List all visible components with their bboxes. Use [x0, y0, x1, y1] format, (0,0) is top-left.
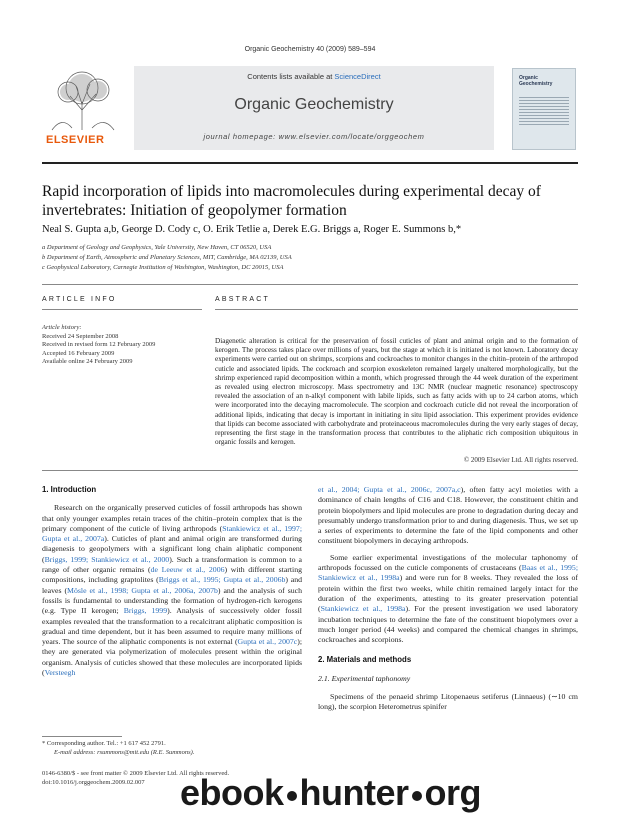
- section-methods-heading: 2. Materials and methods: [318, 655, 412, 665]
- history-received: Received 24 September 2008: [42, 332, 119, 340]
- issn-line: 0146-6380/$ - see front matter © 2009 Elsevier Ltd. All rights reserved.: [42, 770, 230, 777]
- section-introduction-heading: 1. Introduction: [42, 485, 97, 494]
- article-info-rule: [42, 309, 202, 310]
- ref-link[interactable]: Baas et al., 1995; Stankiewicz et al., 1998a: [318, 563, 578, 583]
- contents-line: [134, 72, 494, 81]
- header-rule: [42, 162, 578, 164]
- doi-line[interactable]: doi:10.1016/j.orggeochem.2009.02.007: [42, 779, 145, 786]
- ref-link[interactable]: Briggs, 1999; Stankiewicz et al., 2000: [44, 554, 170, 564]
- ref-link[interactable]: Gupta et al., 2007c: [237, 637, 298, 647]
- left-column: [42, 485, 302, 678]
- ref-link[interactable]: Stankiewicz et al., 1998a: [320, 604, 406, 614]
- contents-prefix: Contents lists available at: [247, 72, 333, 81]
- article-title: Rapid incorporation of lipids into macromolecules during experimental decay of invertebrates: Initiation of geopolymer formation: [42, 183, 541, 219]
- history-accepted: Accepted 16 February 2009: [42, 349, 115, 357]
- ref-link[interactable]: Mösle et al., 1998; Gupta et al., 2006a, 2007b: [67, 585, 218, 595]
- abstract-bottom-rule: [42, 470, 578, 471]
- ref-link[interactable]: et al., 2004; Gupta et al., 2006c, 2007a,c: [318, 485, 461, 494]
- abstract-rule: [215, 309, 578, 310]
- corresponding-author: * Corresponding author. Tel.: +1 617 452 2791.: [42, 740, 166, 747]
- article-authors: Neal S. Gupta a,b, George D. Cody c, O. Erik Tetlie a, Derek E.G. Briggs a, Roger E. Summons b,*: [42, 224, 462, 235]
- elsevier-logo: [42, 66, 122, 148]
- intro-paragraph-2: Some earlier experimental investigations of the molecular taphonomy of arthropods focussed on the cuticle components of crustaceans (Baas et al., 1995; Stankiewicz et al., 1998a) and were run for 8 weeks. They revealed the loss of protein within the first two weeks, while chitin remained largely intact for the duration of the experiments, attesting to its greater preservation potential (Stankiewicz et al., 1998a). For the present investigation we used laboratory incubation techniques to determine the fate of the constituent biopolymers over a much longer period (44 weeks) and compared the chemical changes in shrimps, cockroaches and scorpions.: [318, 552, 578, 645]
- affiliation-rule: [42, 284, 578, 285]
- ref-link[interactable]: de Leeuw et al., 2006: [150, 565, 225, 575]
- journal-header: [42, 66, 578, 156]
- affiliation-c: c Geophysical Laboratory, Carnegie Institution of Washington, Washington, DC 20015, USA: [42, 264, 284, 271]
- ref-link[interactable]: Briggs et al., 1995; Gupta et al., 2006b: [158, 575, 286, 585]
- methods-paragraph: Specimens of the penaeid shrimp Litopenaeus setiferus (Linnaeus) (∼10 cm long), the scorpion Heterometrus spinifer: [318, 692, 578, 712]
- right-column: [318, 485, 578, 713]
- email-address: E-mail address: rsummons@mit.edu (R.E. Summons).: [54, 749, 195, 756]
- history-revised: Received in revised form 12 February 2009: [42, 341, 156, 348]
- abstract-copyright: © 2009 Elsevier Ltd. All rights reserved.: [463, 456, 578, 464]
- cover-title: Organic Geochemistry: [519, 75, 553, 87]
- abstract-text: Diagenetic alteration is critical for the preservation of fossil cuticles of plant and animal origin and to the formation of kerogen. The process takes place over millions of years, but the stage at which it is initiated is not known. Laboratory decay experiments were carried out on shrimps, scorpions and cockroaches to monitor changes in the chitin–protein of the arthropod cuticle and associated lipids. The cockroach and scorpion exoskeleton remained largely unaltered morphologically, but the shrimp experienced rapid decomposition within a month, which progressed through the 44 week duration of the experiment as revealed using electron microscopy. Mass spectrometry and 13C NMR (nuclear magnetic resonance) spectroscopy revealed the association of an n-alkyl component with labile lipids, such as fatty acids with up to 24 carbon atoms, which were incorporated into the decaying macromolecule. The scorpion and cockroach cuticle did not reveal the incorporation of additional lipids, indicating that decay is important in initiating in situ lipid association. This experiment provides evidence that lipids can become associated with carbohydrate and proteinaceous macromolecules during the very early stages of decay, representing the first stage in the transformation process that contributes to the aliphatic rich composition ubiquitous in organic fossils and kerogen.: [215, 337, 578, 447]
- publisher-name: ELSEVIER: [46, 134, 105, 146]
- ref-link[interactable]: Briggs, 1999: [123, 606, 168, 616]
- journal-homepage-link[interactable]: journal homepage: www.elsevier.com/locate/orggeochem: [203, 132, 425, 141]
- masthead: [134, 66, 494, 150]
- intro-paragraph: Research on the organically preserved cuticles of fossil arthropods has shown that only younger examples retain traces of the chitin–protein complex that is the primary component of the cuticle of living arthropods (Stankiewicz et al., 1997; Gupta et al., 2007a). Cuticles of plant and animal origin are transformed during diagenesis to geopolymers with a significant long chain aliphatic component (Briggs, 1999; Stankiewicz et al., 2000). Such a transformation is common to a range of other organic remains (de Leeuw et al., 2006) with different starting compositions, including graptolites (Briggs et al., 1995; Gupta et al., 2006b) and leaves (Mösle et al., 1998; Gupta et al., 2006a, 2007b) and the analysis of such fossils is fundamental to understanding the formation of hydrogen-rich kerogens (e.g. Type II kerogen; Briggs, 1999). Analysis of successively older fossil examples revealed that the transformation to a recalcitrant aliphatic composition is gradual and time dependent, but it has been assumed to require many millions of years. The source of the aliphatic components is not external (Gupta et al., 2007c); they are generated via polymerization of molecules present within the original organism. Analysis of cuticles showed that these molecules are incorporated lipids (Versteegh: [42, 503, 303, 678]
- ref-link[interactable]: Versteegh: [44, 668, 76, 678]
- intro-paragraph-cont: et al., 2004; Gupta et al., 2006c, 2007a,c), often fatty acyl moieties with a dominance of chain lengths of C16 and C18. However, the constituent chitin and protein biopolymers and lipid molecules are prone to degradation during decay and presumably undergo transformation prior to and during diagenesis. Thus, we set up a series of experiments to determine the fate of the lipid components and other constituent biopolymers in decaying arthropods.: [318, 485, 579, 546]
- abstract-heading: ABSTRACT: [215, 296, 270, 303]
- history-label: Article history:: [42, 324, 82, 331]
- affiliation-b: b Department of Earth, Atmospheric and Planetary Sciences, MIT, Cambridge, MA 02139, USA: [42, 254, 292, 261]
- sciencedirect-link[interactable]: ScienceDirect: [334, 72, 381, 81]
- journal-citation: Organic Geochemistry 40 (2009) 589–594: [244, 46, 376, 53]
- history-online: Available online 24 February 2009: [42, 358, 133, 365]
- affiliation-a: a Department of Geology and Geophysics, Yale University, New Haven, CT 06520, USA: [42, 244, 272, 251]
- subsection-taphonomy-heading: 2.1. Experimental taphonomy: [318, 673, 411, 683]
- article-info-heading: ARTICLE INFO: [42, 296, 117, 303]
- article-history: [42, 324, 202, 367]
- ref-link[interactable]: Stankiewicz et al., 1997; Gupta et al., 2007a: [42, 523, 302, 544]
- elsevier-tree-icon: [42, 66, 122, 132]
- watermark: ebook hunter org: [180, 772, 482, 813]
- journal-cover-thumbnail: [512, 68, 576, 150]
- journal-name: Organic Geochemistry: [234, 96, 394, 113]
- footnote-rule: [42, 736, 122, 737]
